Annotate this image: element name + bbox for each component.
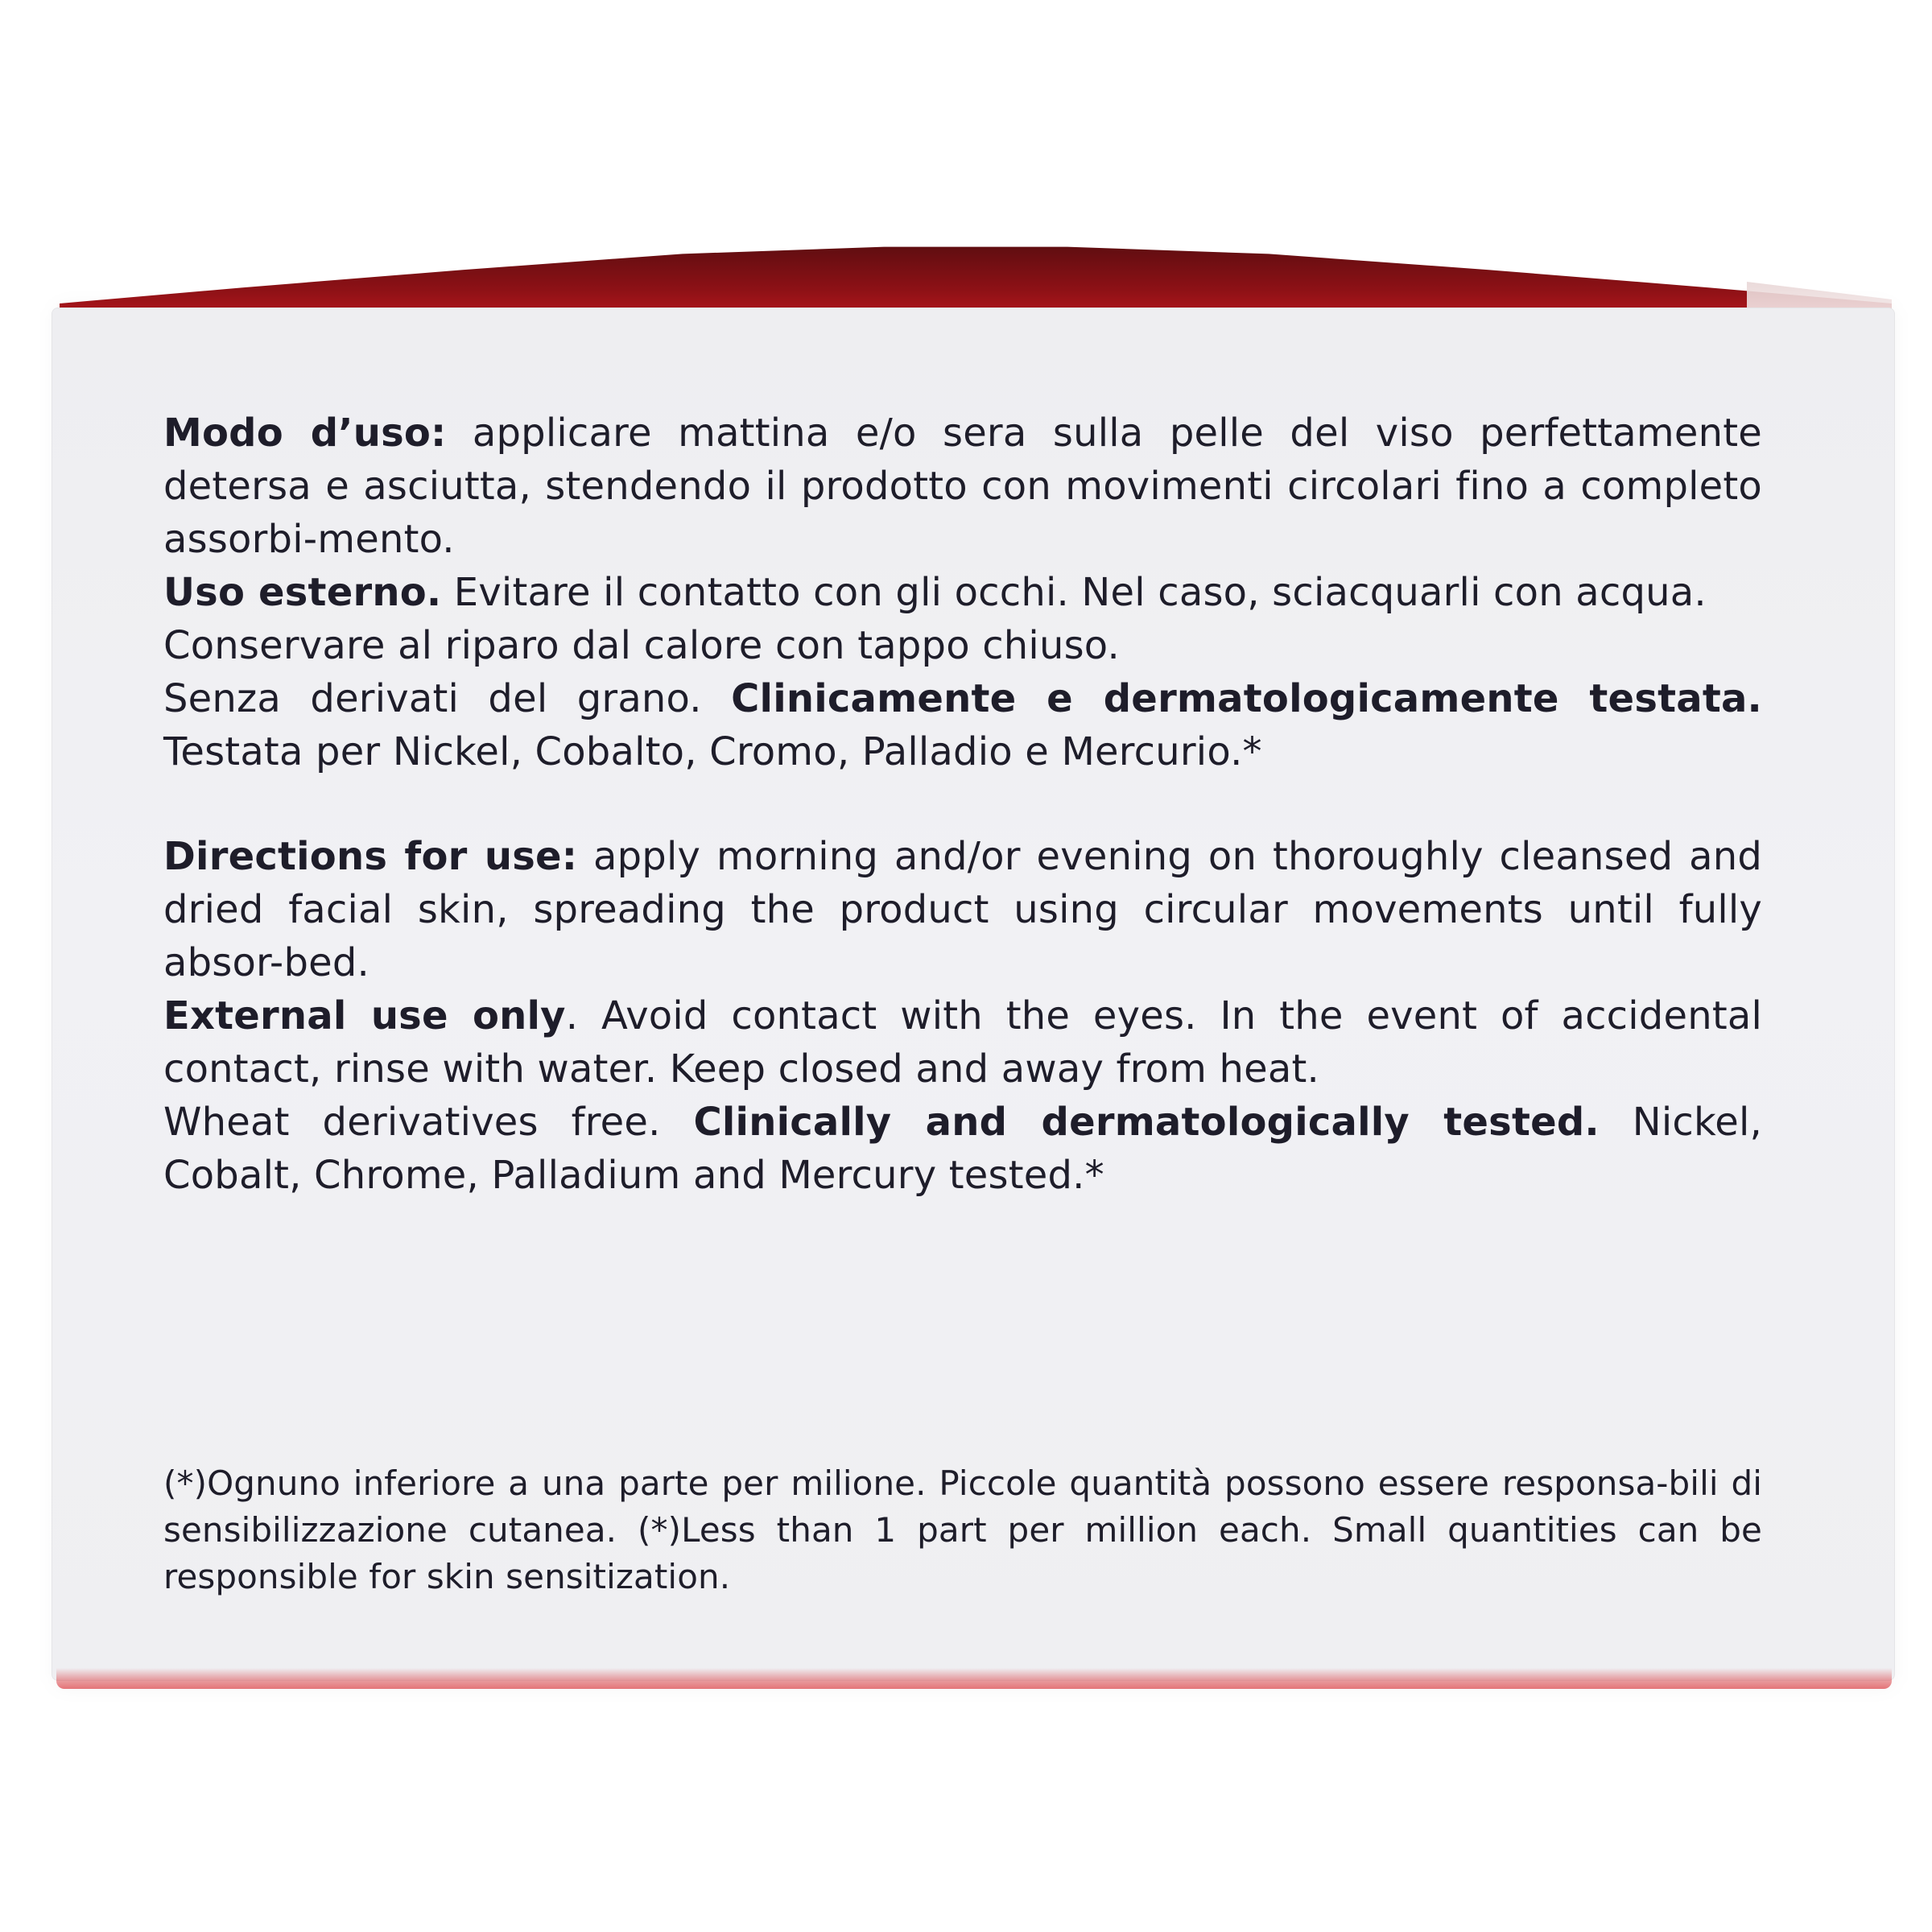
italian-directions-label: Modo d’uso: [163, 411, 447, 456]
italian-external-use-text: Evitare il contatto con gli occhi. Nel caso, sciacquarli con acqua. [441, 570, 1707, 615]
italian-storage: Conservare al riparo dal calore con tappo chiuso. [163, 623, 1120, 668]
italian-wheat-free: Senza derivati del grano. [163, 676, 732, 721]
label-text-block [163, 407, 1762, 1202]
english-wheat-free: Wheat derivatives free. [163, 1100, 694, 1145]
english-directions-text: apply morning and/or evening on thoroughly cleansed and dried facial skin, spreading the product using circular movements until fully absor-bed. [163, 834, 1763, 985]
footnote: (*)Ognuno inferiore a una parte per milione. Piccole quantità possono essere responsa-bili di sensibilizzazione cutanea. (*)Less than 1 part per million each. Small quantities can be responsible for skin sensitization. [163, 1463, 1762, 1596]
paragraph-gap [163, 778, 1762, 830]
italian-directions [163, 407, 1762, 566]
italian-external-use-label: Uso esterno. [163, 570, 442, 615]
italian-testing [163, 672, 1762, 778]
english-external-use-label: External use only [163, 993, 566, 1038]
english-directions-label: Directions for use: [163, 834, 578, 879]
english-directions [163, 830, 1762, 989]
italian-tested-claim: Clinicamente e dermatologicamente testata. [731, 676, 1762, 721]
english-tested-claim: Clinically and dermatologically tested. [693, 1100, 1600, 1145]
box-bottom-edge [56, 1668, 1892, 1689]
italian-directions-text: applicare mattina e/o sera sulla pelle del viso perfettamente detersa e asciutta, stendendo il prodotto con movimenti circolari fino a completo assorbi-mento. [163, 411, 1762, 562]
english-external-use-text: . Avoid contact with the eyes. In the event of accidental contact, rinse with water. Keep closed and away from heat. [163, 993, 1762, 1092]
english-external-use [163, 989, 1762, 1096]
english-testing [163, 1096, 1762, 1202]
italian-external-use [163, 566, 1762, 619]
english-metals-tested: Nickel, Cobalt, Chrome, Palladium and Mercury tested.* [163, 1100, 1762, 1198]
italian-metals-tested: Testata per Nickel, Cobalto, Cromo, Palladio e Mercurio.* [163, 729, 1262, 774]
